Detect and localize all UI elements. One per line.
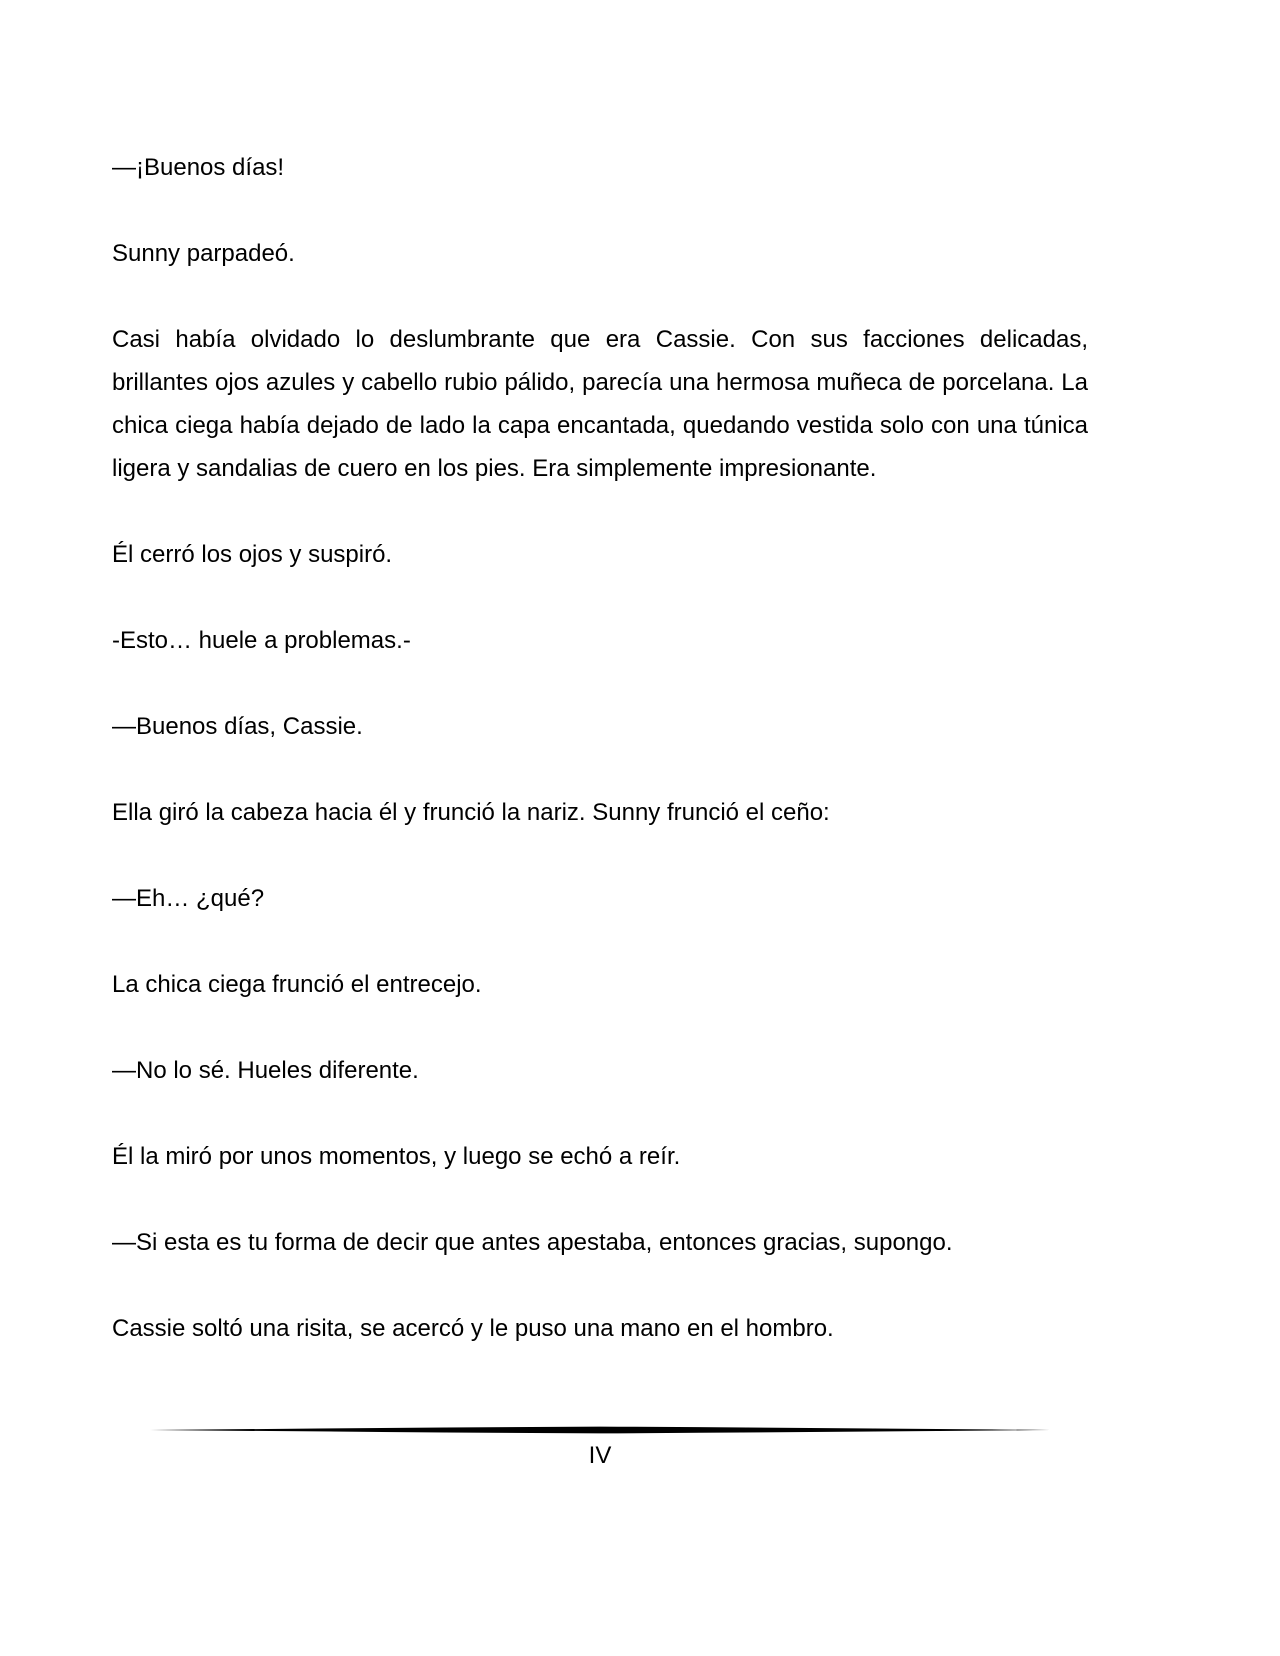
- footer-divider: [150, 1423, 1050, 1437]
- paragraph: La chica ciega frunció el entrecejo.: [112, 971, 482, 998]
- paragraph: —Eh… ¿qué?: [112, 885, 265, 912]
- paragraph: —Si esta es tu forma de decir que antes apestaba, entonces gracias, supongo.: [112, 1229, 953, 1256]
- paragraph: Sunny parpadeó.: [112, 240, 295, 267]
- paragraph: Cassie soltó una risita, se acercó y le puso una mano en el hombro.: [112, 1315, 834, 1342]
- paragraph: —¡Buenos días!: [112, 154, 285, 181]
- paragraph: —Buenos días, Cassie.: [112, 713, 363, 740]
- page-number: IV: [588, 1442, 612, 1469]
- paragraph: Él la miró por unos momentos, y luego se echó a reír.: [112, 1143, 681, 1170]
- paragraph: Casi había olvidado lo deslumbrante que era Cassie. Con sus facciones delicadas, brillantes ojos azules y cabello rubio pálido, parecía una hermosa muñeca de porcelana. La chica ciega había dejado de lado la capa encantada, quedando vestida solo con una túnica ligera y sandalias de cuero en los pies. Era simplemente impresionante.: [112, 326, 1088, 482]
- paragraph: Él cerró los ojos y suspiró.: [112, 541, 393, 568]
- text-body: [112, 146, 1088, 1393]
- paragraph: -Esto… huele a problemas.-: [112, 627, 411, 654]
- paragraph: Ella giró la cabeza hacia él y frunció la nariz. Sunny frunció el ceño:: [112, 799, 830, 826]
- paragraph: —No lo sé. Hueles diferente.: [112, 1057, 419, 1084]
